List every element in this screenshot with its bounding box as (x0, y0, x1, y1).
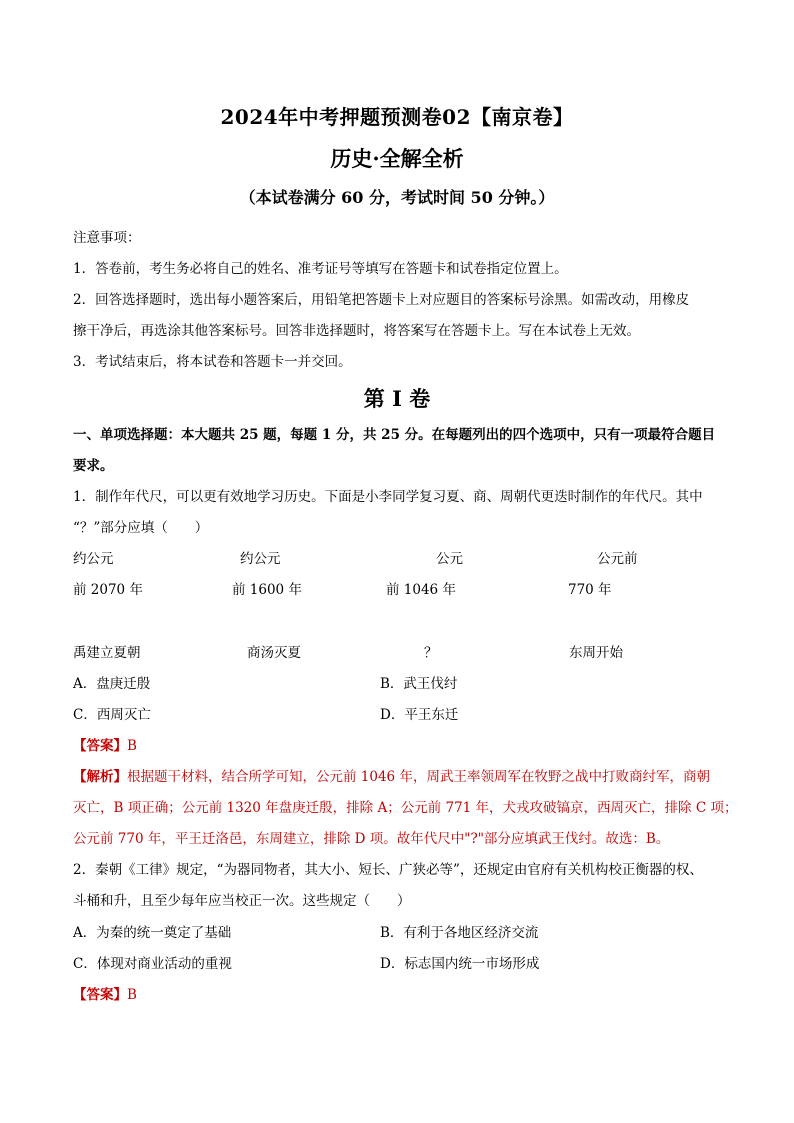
q1-option-a: A．盘庚迁殷 (73, 676, 151, 692)
timeline-event: ？ (424, 645, 438, 661)
q1-analysis-cont: 灭亡，B 项正确；公元前 1320 年盘庚迁殷，排除 A；公元前 771 年，犬戎攻破镐京，西周灭亡，排除 C 项； (73, 800, 738, 816)
q2-option-d: D．标志国内统一市场形成 (380, 956, 540, 972)
exam-note: （本试卷满分 60 分，考试时间 50 分钟。） (239, 188, 555, 207)
answer-value: B (127, 987, 137, 1003)
q2-stem: 2．秦朝《工律》规定，“为器同物者，其大小、短长、广狭必等”，还规定由官府有关机构校正衡器的权、 (73, 862, 703, 878)
answer-label: 【答案】 (73, 987, 127, 1003)
q1-stem-cont: “？”部分应填（ ） (73, 520, 209, 536)
timeline-date: 前 2070 年 (73, 582, 143, 598)
document-subtitle: 历史·全解全析 (330, 146, 464, 171)
q2-answer (73, 985, 137, 1005)
volume-heading: 第 I 卷 (363, 386, 431, 411)
timeline-label: 约公元 (240, 551, 281, 567)
timeline-event: 商汤灭夏 (247, 645, 301, 661)
q1-analysis-cont: 公元前 770 年，平王迁洛邑，东周建立，排除 D 项。故年代尺中"?"部分应填武王伐纣。故选：B。 (73, 831, 670, 847)
timeline-date: 前 1600 年 (232, 582, 302, 598)
q2-stem-cont: 斗桶和升，且至少每年应当校正一次。这些规定（ ） (73, 893, 411, 909)
q2-option-b: B．有利于各地区经济交流 (380, 925, 539, 941)
timeline-label: 约公元 (73, 551, 114, 567)
timeline-date: 770 年 (568, 582, 612, 598)
q1-option-c: C．西周灭亡 (73, 707, 151, 723)
q2-option-c: C．体现对商业活动的重视 (73, 956, 232, 972)
instruction-item-2: 2．回答选择题时，选出每小题答案后，用铅笔把答题卡上对应题目的答案标号涂黑。如需改动，用橡皮 (73, 292, 690, 308)
instructions-heading: 注意事项： (73, 230, 141, 246)
document-title: 2024年中考押题预测卷02【南京卷】 (220, 105, 574, 129)
instruction-item-3: 3．考试结束后，将本试卷和答题卡一并交回。 (73, 354, 352, 370)
analysis-text: 根据题干材料，结合所学可知，公元前 1046 年，周武王率领周军在牧野之战中打败商纣军，商朝 (127, 769, 710, 785)
instruction-item-2-cont: 擦干净后，再选涂其他答案标号。回答非选择题时，将答案写在答题卡上。写在本试卷上无效。 (73, 323, 640, 339)
q1-analysis (73, 767, 710, 787)
answer-value: B (127, 738, 137, 754)
q1-option-d: D．平王东迁 (380, 707, 459, 723)
q1-stem: 1．制作年代尺，可以更有效地学习历史。下面是小李同学复习夏、商、周朝代更迭时制作的年代尺。其中 (73, 489, 703, 505)
timeline-event: 禹建立夏朝 (73, 645, 141, 661)
q2-option-a: A．为秦的统一奠定了基础 (73, 925, 232, 941)
analysis-label: 【解析】 (73, 769, 127, 785)
instruction-item-1: 1．答卷前，考生务必将自己的姓名、准考证号等填写在答题卡和试卷指定位置上。 (73, 261, 568, 277)
q1-option-b: B．武王伐纣 (380, 676, 458, 692)
timeline-event: 东周开始 (569, 645, 623, 661)
timeline-label: 公元 (436, 551, 463, 567)
section-heading: 一、单项选择题：本大题共 25 题，每题 1 分，共 25 分。在每题列出的四个选项中，只有一项最符合题目 (73, 427, 716, 443)
q1-answer (73, 736, 137, 756)
timeline-label: 公元前 (597, 551, 638, 567)
timeline-date: 前 1046 年 (386, 582, 456, 598)
section-heading-cont: 要求。 (73, 458, 114, 474)
answer-label: 【答案】 (73, 738, 127, 754)
